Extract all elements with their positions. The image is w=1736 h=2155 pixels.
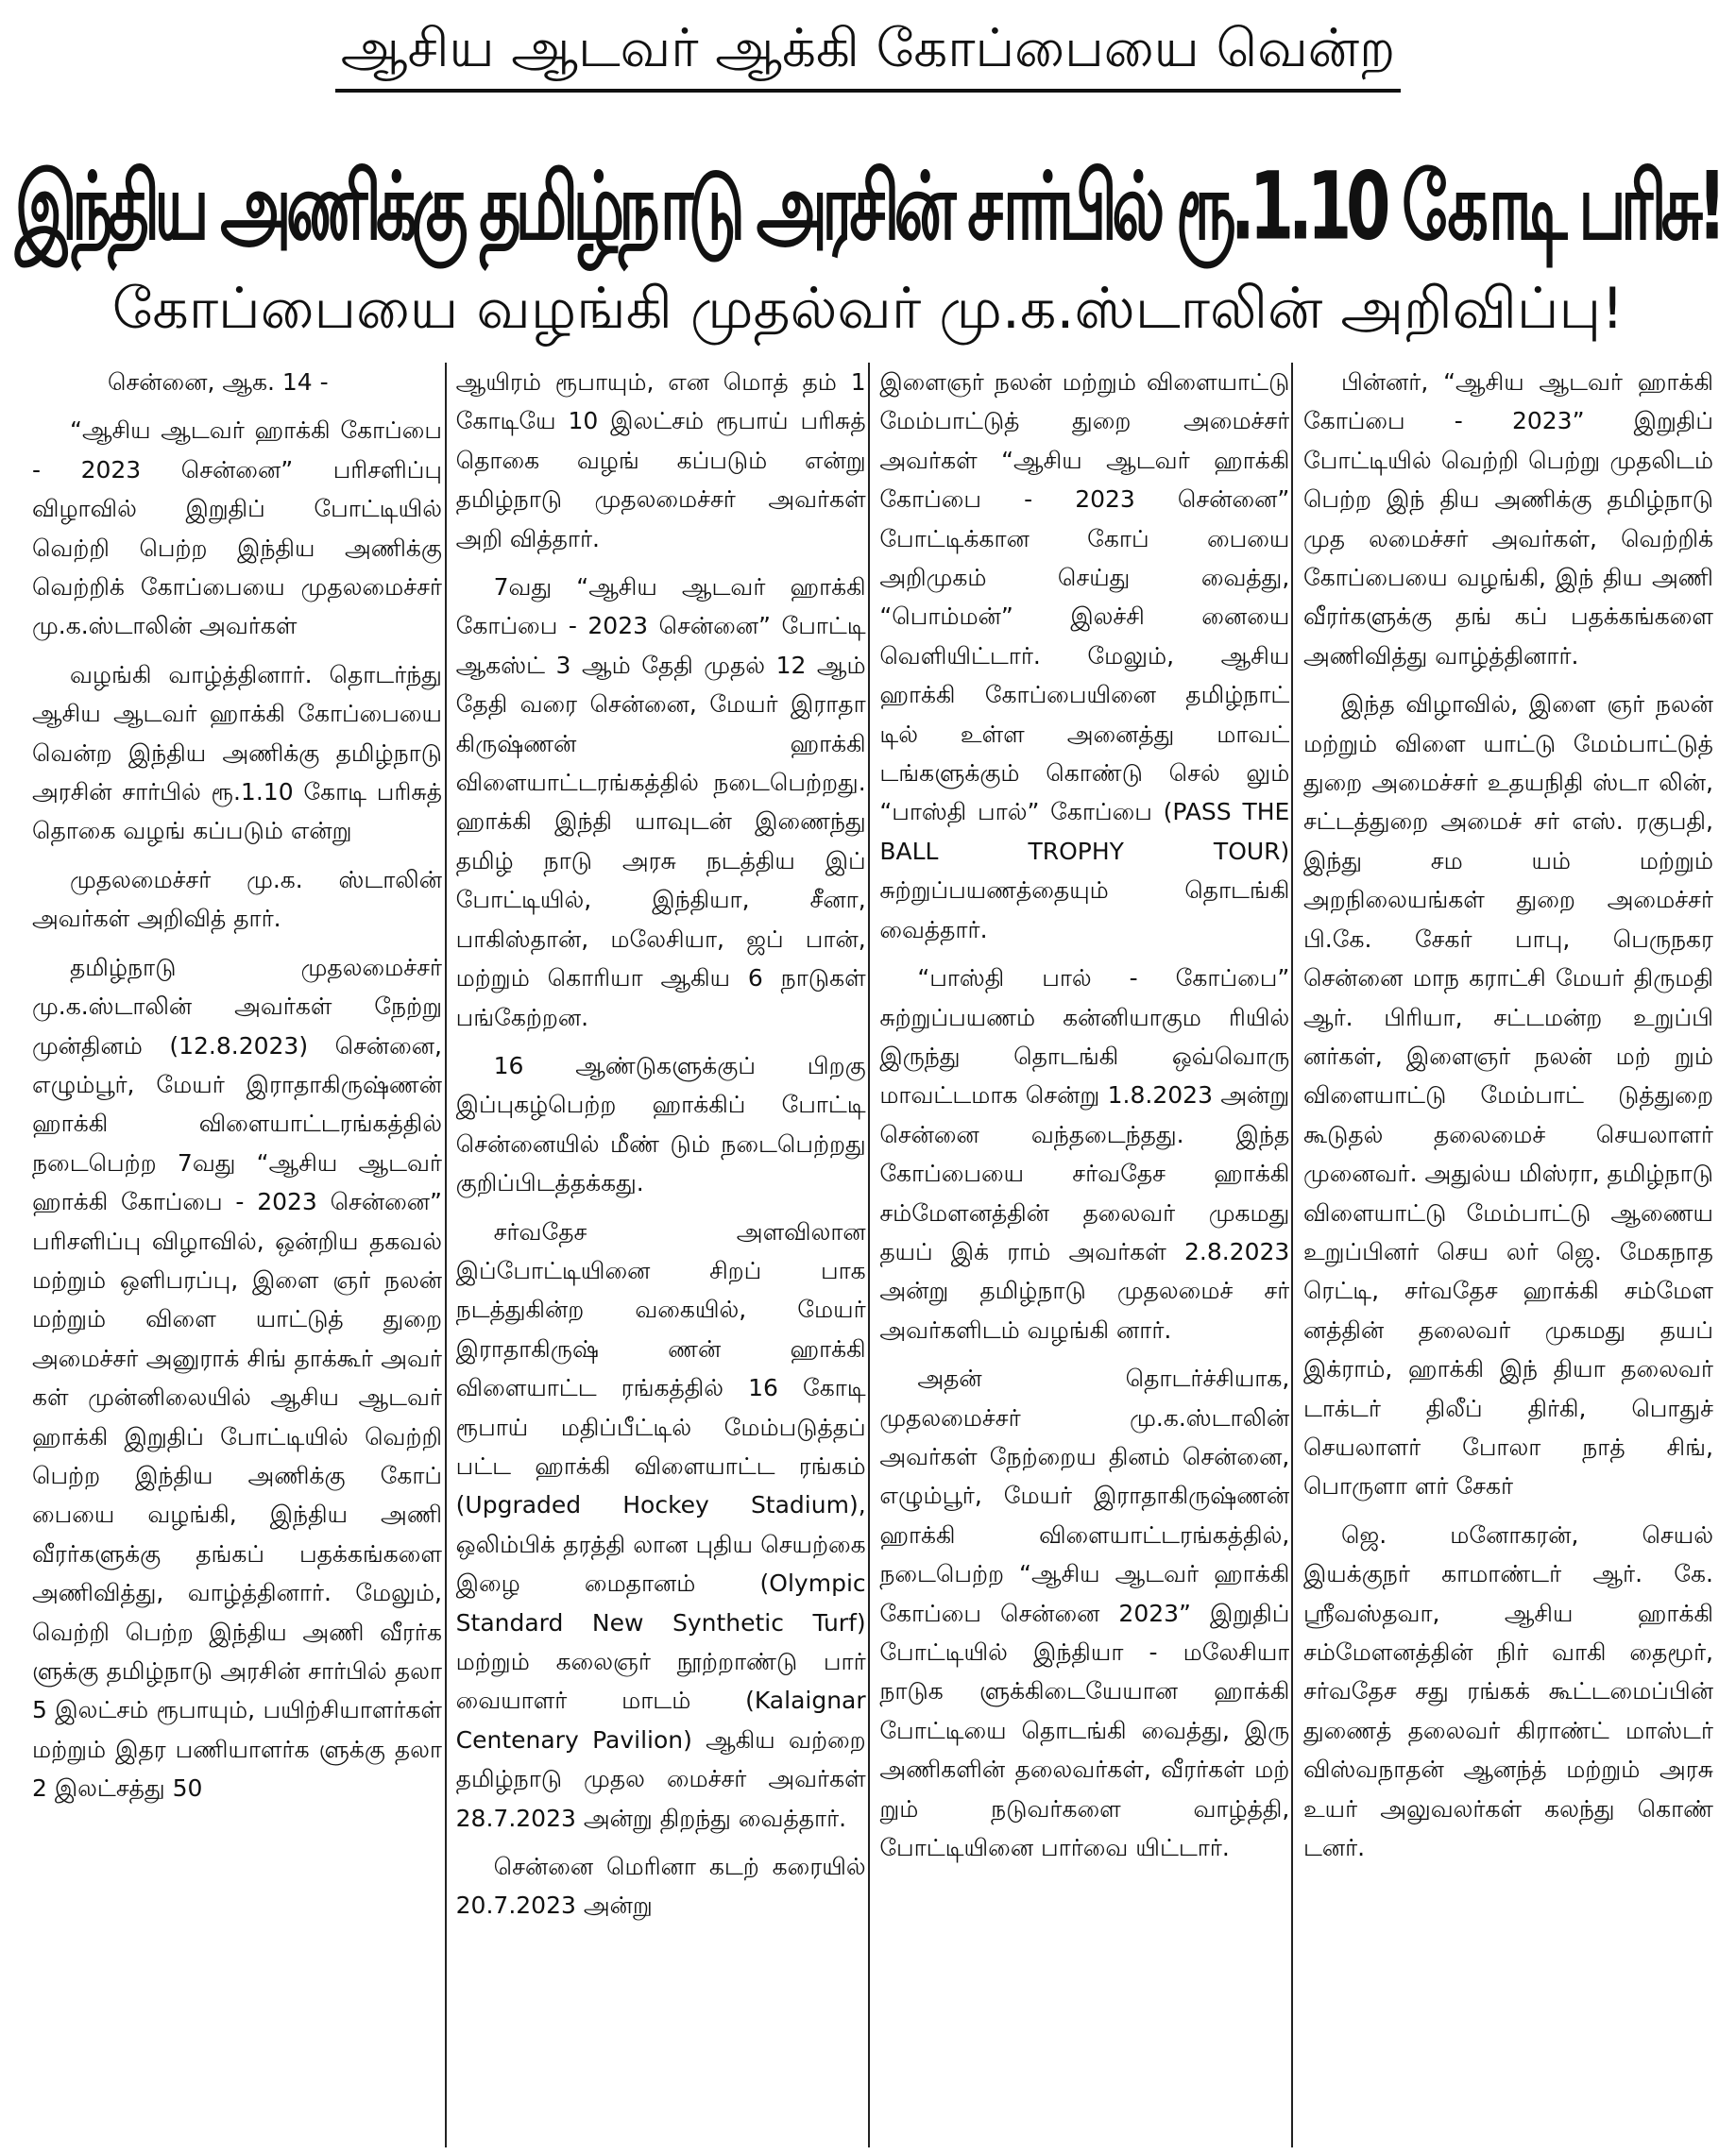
column-3 bbox=[879, 363, 1289, 2147]
column-2 bbox=[456, 363, 866, 2147]
paragraph: “பாஸ்தி பால் - கோப்பை” சுற்றுப்பயணம் கன்னியாகும ரியில் இருந்து தொடங்கி ஒவ்வொரு மாவட்டமாக சென்று 1.8.2023 அன்று சென்னை வந்தடைந்தது. இந்த கோப்பையை சர்வதேச ஹாக்கி சம்மேளனத்தின் தலைவர் முகமது தயப் இக் ராம் அவர்கள் 2.8.2023 அன்று தமிழ்நாடு முதலமைச் சர் அவர்களிடம் வழங்கி னார். bbox=[879, 964, 1290, 1344]
paragraph: சர்வதேச அளவிலான இப்போட்டியினை சிறப் பாக நடத்துகின்ற வகையில், மேயர் இராதாகிருஷ் ணன் ஹாக்கி விளையாட்ட ரங்கத்தில் 16 கோடி ரூபாய் மதிப்பீட்டில் மேம்படுத்தப் பட்ட ஹாக்கி விளையாட்ட ரங்கம் (Upgraded Hockey Stadium), ஒலிம்பிக் தரத்தி லான புதிய செயற்கை இழை மைதானம் (Olympic Standard New Synthetic Turf) மற்றும் கலைஞர் நூற்றாண்டு பார் வையாளர் மாடம் (Kalaignar Centenary Pavilion) ஆகிய வற்றை தமிழ்நாடு முதல மைச்சர் அவர்கள் 28.7.2023 அன்று திறந்து வைத்தார். bbox=[455, 1217, 866, 1832]
kicker-line: ஆசிய ஆடவர் ஆக்கி கோப்பையை வென்ற bbox=[335, 9, 1401, 93]
paragraph: வழங்கி வாழ்த்தினார். தொடர்ந்து ஆசிய ஆடவர் ஹாக்கி கோப்பையை வென்ற இந்திய அணிக்கு தமிழ்நாடு அரசின் சார்பில் ரூ.1.10 கோடி பரிசுத் தொகை வழங் கப்படும் என்று bbox=[32, 660, 442, 845]
paragraph: முதலமைச்சர் மு.க. ஸ்டாலின் அவர்கள் அறிவித் தார். bbox=[32, 865, 442, 933]
paragraph: இளைஞர் நலன் மற்றும் விளையாட்டு மேம்பாட்டுத் துறை அமைச்சர் அவர்கள் “ஆசிய ஆடவர் ஹாக்கி கோப்பை - 2023 சென்னை” போட்டிக்கான கோப் பையை அறிமுகம் செய்து வைத்து, “பொம்மன்” இலச்சி னையை வெளியிட்டார். மேலும், ஆசிய ஹாக்கி கோப்பையினை தமிழ்நாட் டில் உள்ள அனைத்து மாவட் டங்களுக்கும் கொண்டு செல் லும் “பாஸ்தி பால்” கோப்பை (PASS THE BALL TROPHY TOUR) சுற்றுப்பயணத்தையும் தொடங்கி வைத்தார். bbox=[879, 368, 1290, 943]
paragraph: ஜெ. மனோகரன், செயல் இயக்குநர் காமாண்டர் ஆர். கே. ஸ்ரீவஸ்தவா, ஆசிய ஹாக்கி சம்மேளனத்தின் நிர் வாகி தைமூர், சர்வதேச சது ரங்கக் கூட்டமைப்பின் துணைத் தலைவர் கிராண்ட் மாஸ்டர் விஸ்வநாதன் ஆனந்த் மற்றும் அரசு உயர் அலுவலர்கள் கலந்து கொண் டனர். bbox=[1302, 1520, 1713, 1862]
article-body bbox=[32, 363, 1713, 2147]
dateline: சென்னை, ஆக. 14 - bbox=[108, 368, 329, 396]
paragraph: 16 ஆண்டுகளுக்குப் பிறகு இப்புகழ்பெற்ற ஹாக்கிப் போட்டி சென்னையில் மீண் டும் நடைபெற்றது குறிப்பிடத்தக்கது. bbox=[455, 1051, 866, 1197]
headline: இந்திய அணிக்கு தமிழ்நாடு அரசின் சார்பில் ரூ.1.10 கோடி பரிசு! bbox=[14, 153, 1722, 263]
paragraph: தமிழ்நாடு முதலமைச்சர் மு.க.ஸ்டாலின் அவர்கள் நேற்று முன்தினம் (12.8.2023) சென்னை, எழும்பூர், மேயர் இராதாகிருஷ்ணன் ஹாக்கி விளையாட்டரங்கத்தில் நடைபெற்ற 7வது “ஆசிய ஆடவர் ஹாக்கி கோப்பை - 2023 சென்னை” பரிசளிப்பு விழாவில், ஒன்றிய தகவல் மற்றும் ஒளிபரப்பு, இளை ஞர் நலன் மற்றும் விளை யாட்டுத் துறை அமைச்சர் அனுராக் சிங் தாக்கூர் அவர் கள் முன்னிலையில் ஆசிய ஆடவர் ஹாக்கி இறுதிப் போட்டியில் வெற்றி பெற்ற இந்திய அணிக்கு கோப் பையை வழங்கி, இந்திய அணி வீரர்களுக்கு தங்கப் பதக்கங்களை அணிவித்து, வாழ்த்தினார். மேலும், வெற்றி பெற்ற இந்திய அணி வீரர்க ளுக்கு தமிழ்நாடு அரசின் சார்பில் தலா 5 இலட்சம் ரூபாயும், பயிற்சியாளர்கள் மற்றும் இதர பணியாளர்க ளுக்கு தலா 2 இலட்சத்து 50 bbox=[32, 953, 442, 1803]
column-4 bbox=[1303, 363, 1713, 2147]
paragraph: இந்த விழாவில், இளை ஞர் நலன் மற்றும் விளை யாட்டு மேம்பாட்டுத் துறை அமைச்சர் உதயநிதி ஸ்டா லின், சட்டத்துறை அமைச் சர் எஸ். ரகுபதி, இந்து சம யம் மற்றும் அறநிலையங்கள் துறை அமைச்சர் பி.கே. சேகர் பாபு, பெருநகர சென்னை மாந கராட்சி மேயர் திருமதி ஆர். பிரியா, சட்டமன்ற உறுப்பி னர்கள், இளைஞர் நலன் மற் றும் விளையாட்டு மேம்பாட் டுத்துறை கூடுதல் தலைமைச் செயலாளர் முனைவர். அதுல்ய மிஸ்ரா, தமிழ்நாடு விளையாட்டு மேம்பாட்டு ஆணைய உறுப்பினர் செய லர் ஜெ. மேகநாத ரெட்டி, சர்வதேச ஹாக்கி சம்மேள னத்தின் தலைவர் முகமது தயப் இக்ராம், ஹாக்கி இந் தியா தலைவர் டாக்டர் திலீப் திர்கி, பொதுச் செயலாளர் போலா நாத் சிங், பொருளா ளர் சேகர் bbox=[1302, 690, 1713, 1501]
paragraph: “ஆசிய ஆடவர் ஹாக்கி கோப்பை - 2023 சென்னை” பரிசளிப்பு விழாவில் இறுதிப் போட்டியில் வெற்றி பெற்ற இந்திய அணிக்கு வெற்றிக் கோப்பையை முதலமைச்சர் மு.க.ஸ்டாலின் அவர்கள் bbox=[32, 416, 442, 640]
paragraph: பின்னர், “ஆசிய ஆடவர் ஹாக்கி கோப்பை - 2023” இறுதிப் போட்டியில் வெற்றி பெற்று முதலிடம் பெற்ற இந் திய அணிக்கு தமிழ்நாடு முத லமைச்சர் அவர்கள், வெற்றிக் கோப்பையை வழங்கி, இந் திய அணி வீரர்களுக்கு தங் கப் பதக்கங்களை அணிவித்து வாழ்த்தினார். bbox=[1302, 368, 1713, 670]
kicker-wrap bbox=[0, 9, 1736, 93]
paragraph: சென்னை மெரினா கடற் கரையில் 20.7.2023 அன்று bbox=[455, 1853, 866, 1920]
paragraph: 7வது “ஆசிய ஆடவர் ஹாக்கி கோப்பை - 2023 சென்னை” போட்டி ஆகஸ்ட் 3 ஆம் தேதி முதல் 12 ஆம் தேதி வரை சென்னை, மேயர் இராதா கிருஷ்ணன் ஹாக்கி விளையாட்டரங்கத்தில் நடைபெற்றது. ஹாக்கி இந்தி யாவுடன் இணைந்து தமிழ் நாடு அரசு நடத்திய இப் போட்டியில், இந்தியா, சீனா, பாகிஸ்தான், மலேசியா, ஜப் பான், மற்றும் கொரியா ஆகிய 6 நாடுகள் பங்கேற்றன. bbox=[455, 573, 866, 1031]
paragraph: அதன் தொடர்ச்சியாக, முதலமைச்சர் மு.க.ஸ்டாலின் அவர்கள் நேற்றைய தினம் சென்னை, எழும்பூர், மேயர் இராதாகிருஷ்ணன் ஹாக்கி விளையாட்டரங்கத்தில், நடைபெற்ற “ஆசிய ஆடவர் ஹாக்கி கோப்பை சென்னை 2023” இறுதிப் போட்டியில் இந்தியா - மலேசியா நாடுக ளுக்கிடையேயான ஹாக்கி போட்டியை தொடங்கி வைத்து, இரு அணிகளின் தலைவர்கள், வீரர்கள் மற் றும் நடுவர்களை வாழ்த்தி, போட்டியினை பார்வை யிட்டார். bbox=[879, 1365, 1290, 1862]
paragraph: ஆயிரம் ரூபாயும், என மொத் தம் 1 கோடியே 10 இலட்சம் ரூபாய் பரிசுத் தொகை வழங் கப்படும் என்று தமிழ்நாடு முதலமைச்சர் அவர்கள் அறி வித்தார். bbox=[455, 368, 866, 552]
subheadline: கோப்பையை வழங்கி முதல்வர் மு.க.ஸ்டாலின் அறிவிப்பு! bbox=[111, 276, 1625, 342]
column-1 bbox=[32, 363, 442, 2147]
